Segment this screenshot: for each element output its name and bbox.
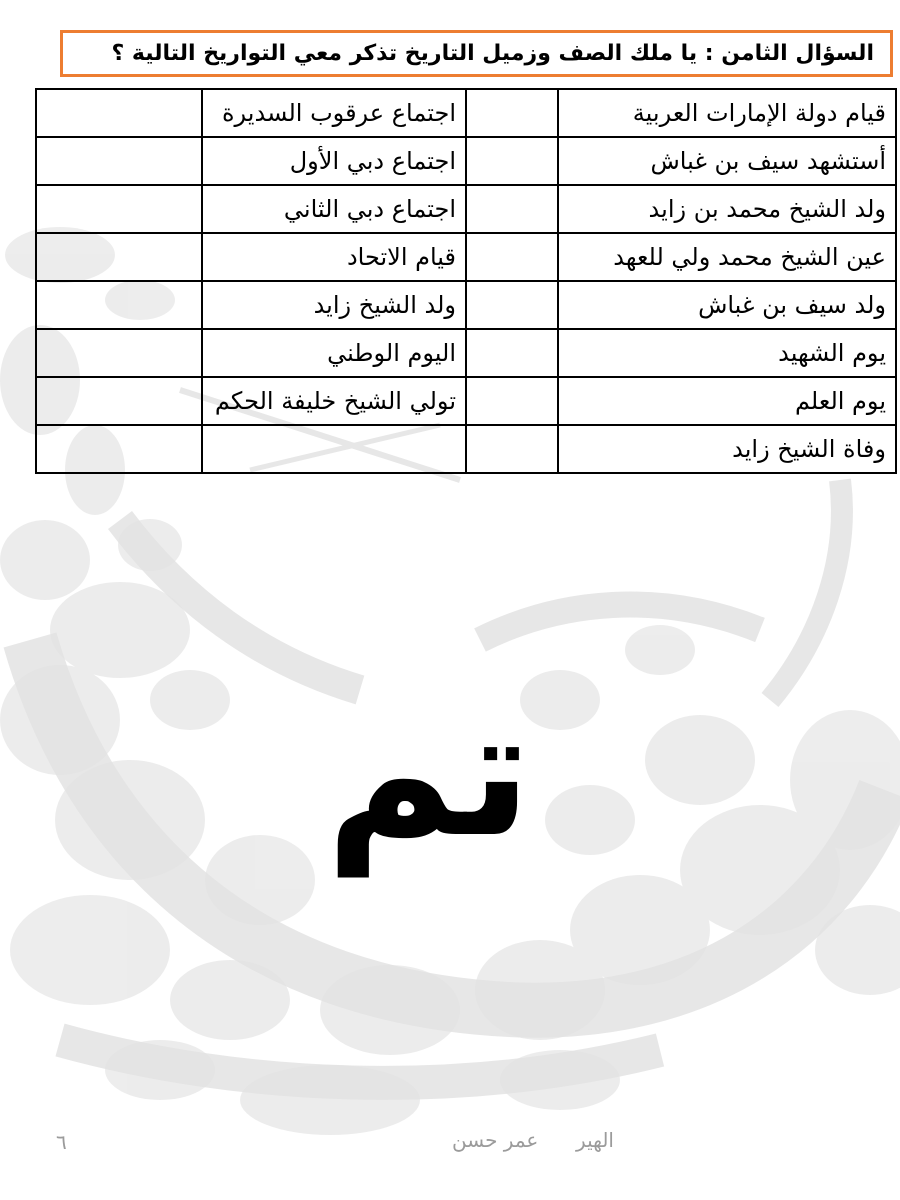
answer-cell[interactable] — [36, 281, 202, 329]
table-row — [36, 137, 896, 185]
table-row — [36, 281, 896, 329]
done-mark-text: تم — [325, 669, 532, 876]
table-row — [36, 233, 896, 281]
answer-cell[interactable] — [36, 233, 202, 281]
event-label: عين الشيخ محمد ولي للعهد — [558, 233, 896, 281]
event-label: وفاة الشيخ زايد — [558, 425, 896, 473]
answer-cell[interactable] — [36, 425, 202, 473]
answer-cell[interactable] — [36, 329, 202, 377]
answer-cell[interactable] — [36, 185, 202, 233]
table-row — [36, 185, 896, 233]
answer-cell[interactable] — [466, 329, 558, 377]
footer-author-name: عمر حسن — [452, 1128, 539, 1152]
question-title-box — [60, 30, 893, 77]
event-label: اجتماع دبي الثاني — [202, 185, 466, 233]
event-label: ولد سيف بن غباش — [558, 281, 896, 329]
footer-school-name: الهير — [576, 1128, 614, 1152]
question-title-text: السؤال الثامن : يا ملك الصف وزميل التاريخ تذكر معي التواريخ التالية ؟ — [111, 41, 874, 66]
event-label — [202, 425, 466, 473]
table-row — [36, 329, 896, 377]
answer-cell[interactable] — [466, 137, 558, 185]
dates-matching-table — [35, 88, 897, 474]
answer-cell[interactable] — [466, 377, 558, 425]
answer-cell[interactable] — [466, 89, 558, 137]
event-label: ولد الشيخ محمد بن زايد — [558, 185, 896, 233]
event-label: يوم العلم — [558, 377, 896, 425]
event-label: قيام دولة الإمارات العربية — [558, 89, 896, 137]
table-row — [36, 425, 896, 473]
answer-cell[interactable] — [466, 281, 558, 329]
answer-cell[interactable] — [466, 233, 558, 281]
event-label: قيام الاتحاد — [202, 233, 466, 281]
answer-cell[interactable] — [36, 137, 202, 185]
event-label: ولد الشيخ زايد — [202, 281, 466, 329]
event-label: اجتماع دبي الأول — [202, 137, 466, 185]
event-label: اجتماع عرقوب السديرة — [202, 89, 466, 137]
page-number: ٦ — [56, 1130, 67, 1154]
table-row — [36, 89, 896, 137]
answer-cell[interactable] — [36, 89, 202, 137]
footer-author-line — [452, 1128, 614, 1152]
event-label: أستشهد سيف بن غباش — [558, 137, 896, 185]
event-label: يوم الشهيد — [558, 329, 896, 377]
table-row — [36, 377, 896, 425]
answer-cell[interactable] — [36, 377, 202, 425]
answer-cell[interactable] — [466, 185, 558, 233]
event-label: اليوم الوطني — [202, 329, 466, 377]
event-label: تولي الشيخ خليفة الحكم — [202, 377, 466, 425]
answer-cell[interactable] — [466, 425, 558, 473]
page-footer — [0, 1118, 900, 1162]
